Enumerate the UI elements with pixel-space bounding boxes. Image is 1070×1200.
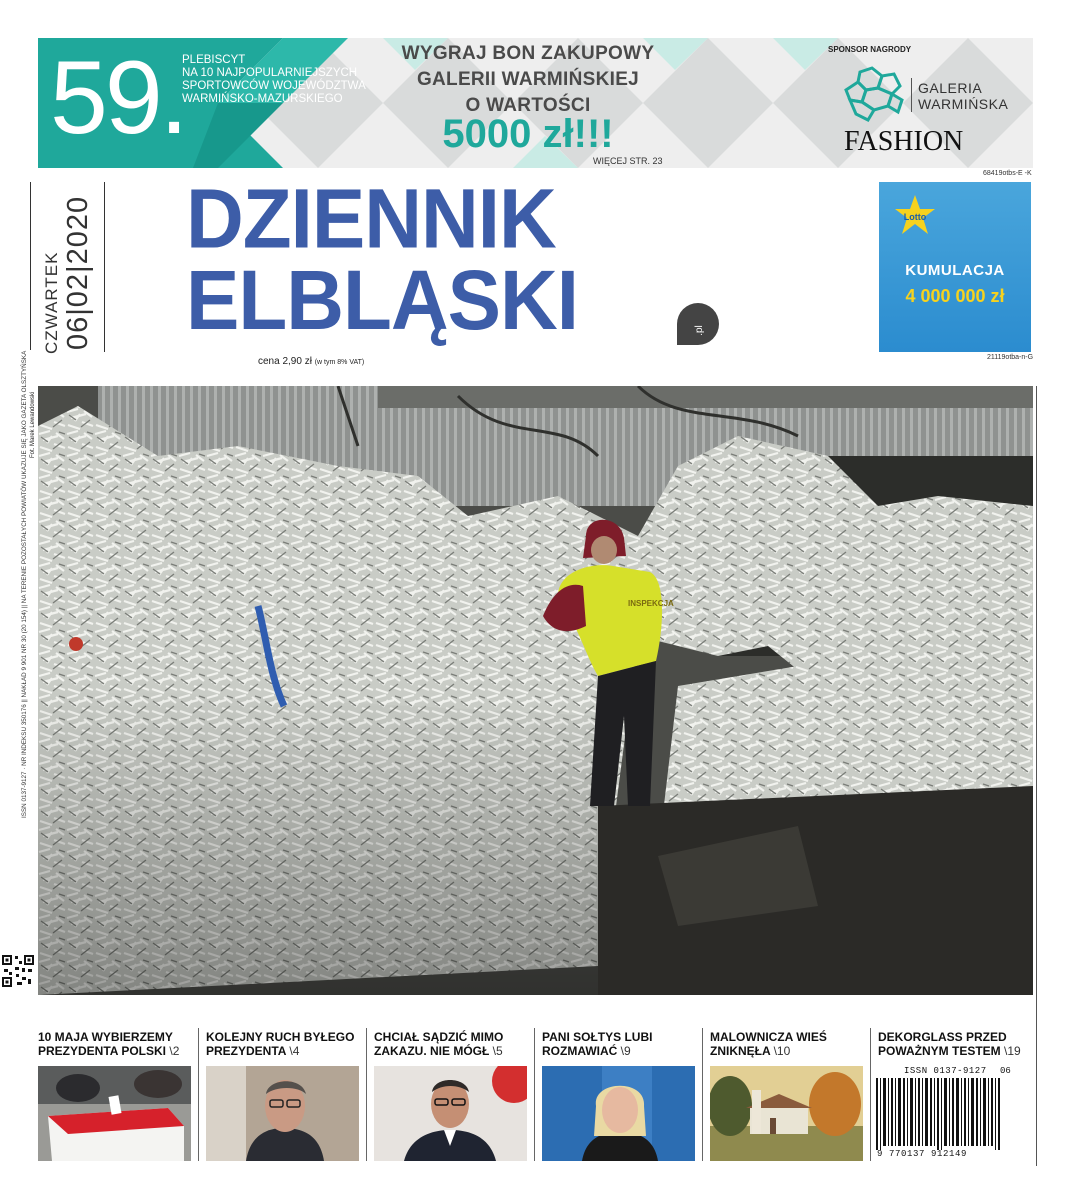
sponsor-name-line: WARMIŃSKA bbox=[918, 96, 1009, 112]
price-value: cena 2,90 zł bbox=[258, 356, 312, 367]
teaser-page: \9 bbox=[620, 1044, 631, 1058]
teaser-divider bbox=[534, 1028, 535, 1161]
ad-code: 68419otbs-E -K bbox=[983, 170, 1032, 177]
teaser-village[interactable] bbox=[710, 1030, 866, 1060]
teaser-image-judge bbox=[374, 1066, 527, 1161]
teaser-title-text: KOLEJNY RUCH BYŁEGO PREZYDENTA bbox=[206, 1030, 355, 1058]
teaser-soltys[interactable] bbox=[542, 1030, 698, 1060]
teaser-image-painting bbox=[710, 1066, 863, 1161]
teaser-title bbox=[542, 1030, 698, 1060]
teaser-title bbox=[374, 1030, 530, 1060]
sponsor-divider bbox=[911, 78, 912, 112]
teaser-divider bbox=[366, 1028, 367, 1161]
date-divider bbox=[30, 182, 31, 350]
lotto-ad bbox=[879, 182, 1031, 352]
ad-code: 21119otba-n-G bbox=[987, 354, 1034, 361]
fashion-logo: FASHION bbox=[844, 126, 964, 157]
imprint-text: ISSN 0137-9127 · NR INDEKSU 350176 || NAKŁAD 9 901 NR 30 (20 154) || NA TERENIE POZOSTAŁYCH POWIATÓW UKAZUJE SIĘ JAKO GAZETA OLSZTYŃSKA bbox=[21, 350, 28, 818]
plebiscite-line: WARMIŃSKO-MAZURSKIEGO bbox=[182, 93, 343, 105]
teaser-image-ballot-box bbox=[38, 1066, 191, 1161]
masthead-domain: .pl bbox=[693, 325, 705, 336]
lotto-logo-text: Lotto bbox=[903, 212, 927, 222]
teaser-page: \4 bbox=[289, 1044, 300, 1058]
sponsor-name bbox=[918, 80, 1008, 112]
lotto-star-icon bbox=[893, 194, 937, 238]
teaser-title bbox=[878, 1030, 1034, 1060]
teaser-title-text: 10 MAJA WYBIERZEMY PREZYDENTA POLSKI bbox=[38, 1030, 173, 1058]
barcode-icon bbox=[872, 1078, 1022, 1150]
teaser-title-text: DEKORGLASS PRZED POWAŻNYM TESTEM bbox=[878, 1030, 1007, 1058]
barcode-number: 9 770137 912149 bbox=[877, 1149, 968, 1159]
plebiscite-line: NA 10 NAJPOPULARNIEJSZYCH bbox=[182, 67, 358, 79]
price-note: (w tym 8% VAT) bbox=[314, 359, 365, 366]
issn-label: ISSN 0137-9127 bbox=[904, 1066, 987, 1076]
teaser-title bbox=[206, 1030, 362, 1060]
teaser-dekorglass[interactable] bbox=[878, 1030, 1034, 1060]
teaser-page: \19 bbox=[1004, 1044, 1021, 1058]
sponsor-label: SPONSOR NAGRODY bbox=[828, 45, 912, 54]
barcode bbox=[872, 1064, 1022, 1164]
teaser-page: \10 bbox=[773, 1044, 791, 1058]
masthead-title bbox=[186, 171, 578, 348]
promo-more-link: WIĘCEJ STR. 23 bbox=[593, 156, 663, 166]
sponsor-name-line: GALERIA bbox=[918, 80, 983, 96]
teaser-election[interactable] bbox=[38, 1030, 194, 1060]
masthead-line: ELBLĄSKI bbox=[186, 253, 578, 348]
svg-text:INSPEKCJA: INSPEKCJA bbox=[628, 599, 674, 608]
date-divider bbox=[104, 182, 105, 352]
masthead-dot-icon bbox=[677, 303, 719, 345]
teaser-title bbox=[710, 1030, 866, 1060]
teaser-title-text: MALOWNICZA WIEŚ ZNIKNĘŁA bbox=[710, 1030, 827, 1058]
teaser-judge[interactable] bbox=[374, 1030, 530, 1060]
photo-credit: Fot. Marek Lewandowski bbox=[30, 391, 36, 458]
promo-amount: 5000 zł!!! bbox=[442, 112, 614, 156]
promo-line: WYGRAJ BON ZAKUPOWY bbox=[401, 43, 655, 64]
promo-text bbox=[378, 41, 678, 119]
issue-date: 06|02|2020 bbox=[62, 195, 94, 350]
teaser-page: \2 bbox=[169, 1044, 180, 1058]
cover-price bbox=[258, 356, 364, 367]
teaser-title bbox=[38, 1030, 194, 1060]
teaser-title-text: PANI SOŁTYS LUBI ROZMAWIAĆ bbox=[542, 1030, 653, 1058]
teaser-page: \5 bbox=[492, 1044, 503, 1058]
issue-day: CZWARTEK bbox=[42, 251, 61, 354]
page-frame-line bbox=[1036, 386, 1037, 1166]
teaser-image-portrait bbox=[206, 1066, 359, 1161]
plebiscite-banner bbox=[38, 38, 1033, 168]
paper-waste-warehouse-image bbox=[38, 386, 1033, 995]
plebiscite-description bbox=[182, 54, 372, 106]
lotto-value: 4 000 000 zł bbox=[905, 286, 1005, 306]
lotto-label: KUMULACJA bbox=[905, 262, 1005, 279]
teaser-divider bbox=[870, 1028, 871, 1161]
teaser-divider bbox=[702, 1028, 703, 1161]
masthead-line: DZIENNIK bbox=[186, 171, 556, 266]
teaser-image-woman bbox=[542, 1066, 695, 1161]
plebiscite-number: 59. bbox=[50, 40, 186, 156]
qr-code-icon bbox=[0, 953, 36, 989]
promo-line: GALERII WARMIŃSKIEJ bbox=[416, 69, 640, 90]
teaser-president[interactable] bbox=[206, 1030, 362, 1060]
issue-code: 06 bbox=[1000, 1066, 1011, 1076]
teaser-divider bbox=[198, 1028, 199, 1161]
promo-line: O WARTOŚCI bbox=[465, 95, 591, 116]
plebiscite-line: PLEBISCYT bbox=[182, 54, 246, 66]
galeria-warminska-logo-icon bbox=[838, 64, 908, 124]
plebiscite-line: SPORTOWCÓW WOJEWÓDZTWA bbox=[182, 80, 366, 92]
main-photo bbox=[38, 386, 1033, 995]
teaser-title-text: CHCIAŁ SĄDZIĆ MIMO ZAKAZU. NIE MÓGŁ bbox=[374, 1030, 504, 1058]
